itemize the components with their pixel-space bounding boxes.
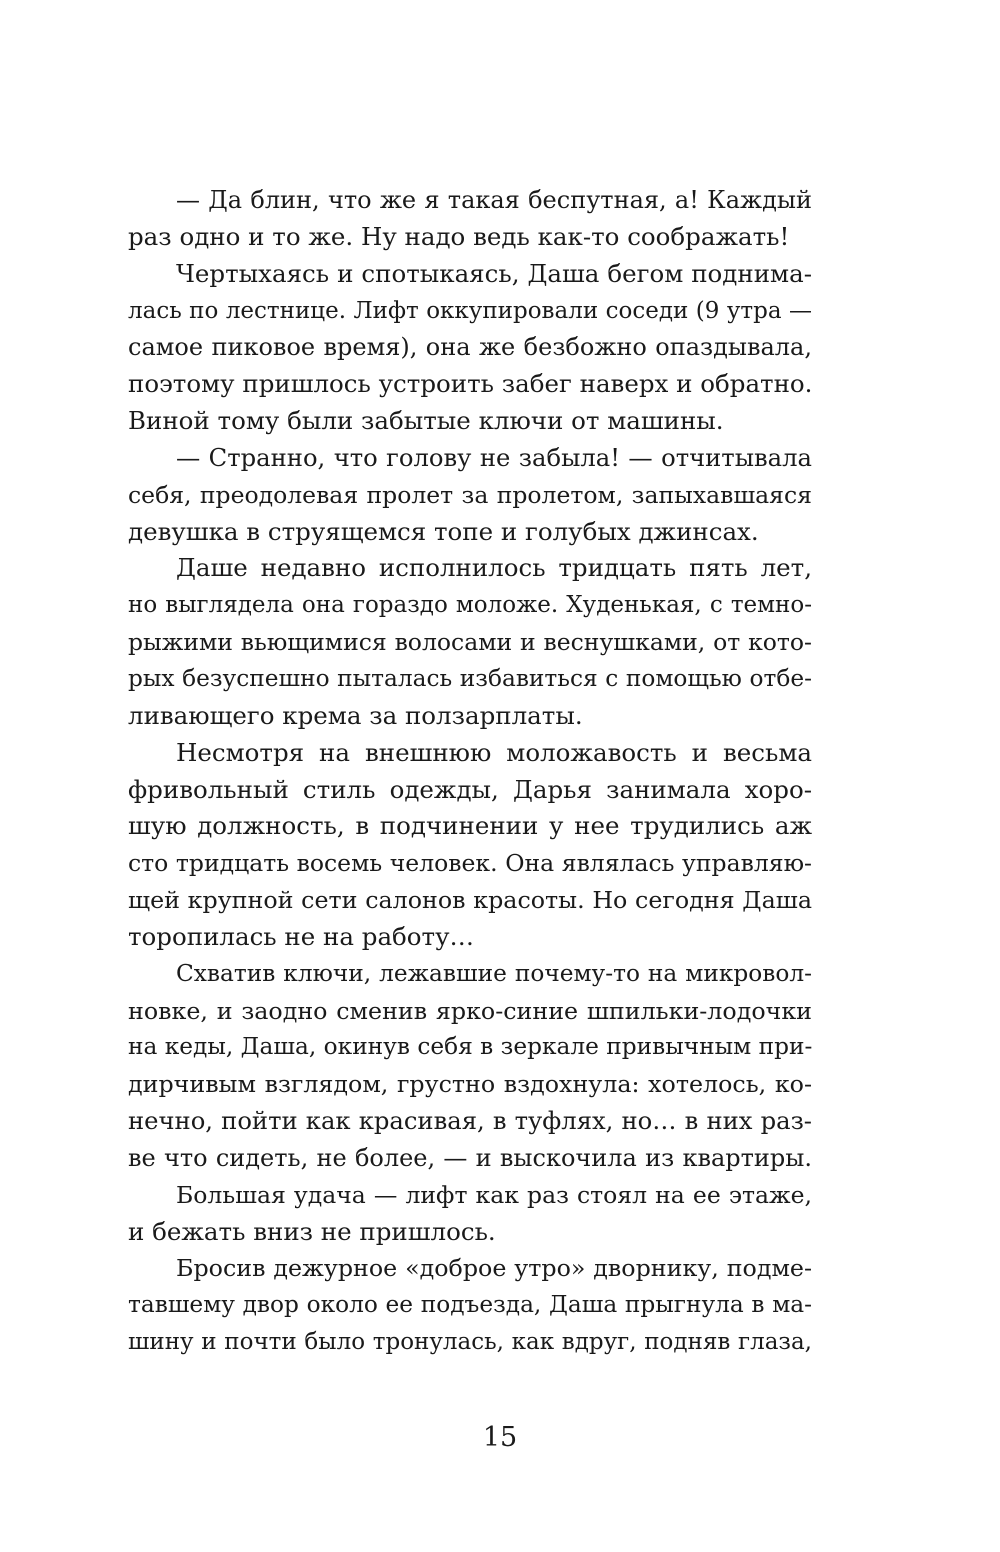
text-line: и бежать вниз не пришлось. — [128, 1216, 496, 1246]
text-line: девушка в струящемся топе и голубых джинсах. — [128, 516, 759, 546]
text-line: шую должность, в подчинении у нее трудились аж — [128, 811, 812, 841]
text-line: рыжими вьющимися волосами и веснушками, от кото- — [128, 628, 812, 657]
text-line: лась по лестнице. Лифт оккупировали соседи (9 утра — — [128, 297, 812, 324]
text-line: фривольный стиль одежды, Дарья занимала хоро- — [128, 774, 812, 804]
text-line: — Да блин, что же я такая беспутная, а! Каждый — [176, 186, 812, 214]
text-line: сто тридцать восемь человек. Она являлась управляю- — [128, 849, 812, 878]
text-line: Даше недавно исполнилось тридцать пять лет, — [176, 553, 812, 583]
page-number: 15 — [482, 1422, 518, 1453]
text-line: — Странно, что голову не забыла! — отчитывала — [176, 442, 812, 472]
text-line: тавшему двор около ее подъезда, Даша прыгнула в ма- — [128, 1291, 812, 1319]
text-line: Виной тому были забытые ключи от машины. — [128, 406, 724, 436]
text-line: Схватив ключи, лежавшие почему-то на микровол- — [176, 959, 812, 987]
text-line: поэтому пришлось устроить забег наверх и обратно. — [128, 369, 813, 399]
text-line: рых безуспешно пыталась избавиться с помощью отбе- — [128, 664, 812, 692]
text-line: новке, и заодно сменив ярко-синие шпильки-лодочки — [128, 996, 812, 1025]
text-line: Чертыхаясь и спотыкаясь, Даша бегом поднима- — [176, 258, 812, 288]
text-line: щей крупной сети салонов красоты. Но сегодня Даша — [128, 886, 812, 915]
text-line: Большая удача — лифт как раз стоял на ее этаже, — [176, 1180, 812, 1209]
text-line: нечно, пойти как красивая, в туфлях, но… в них раз- — [128, 1106, 812, 1136]
text-line: дирчивым взглядом, грустно вздохнула: хотелось, ко- — [128, 1070, 812, 1099]
text-line: самое пиковое время), она же безбожно опаздывала, — [128, 333, 812, 362]
text-line: себя, преодолевая пролет за пролетом, запыхавшаяся — [128, 480, 812, 509]
text-line: Бросив дежурное «доброе утро» дворнику, подме- — [176, 1254, 812, 1283]
text-line: ве что сидеть, не более, — и выскочила из квартиры. — [128, 1143, 812, 1172]
text-line: ливающего крема за ползарплаты. — [128, 700, 583, 730]
text-line: но выглядела она гораздо моложе. Худенькая, с темно- — [128, 592, 812, 619]
text-line: на кеды, Даша, окинув себя в зеркале привычным при- — [128, 1033, 813, 1061]
text-line: торопилась не на работу… — [128, 921, 475, 951]
text-line: шину и почти было тронулась, как вдруг, подняв глаза, — [128, 1329, 812, 1356]
text-line: Несмотря на внешнюю моложавость и весьма — [176, 737, 812, 767]
text-line: раз одно и то же. Ну надо ведь как-то соображать! — [128, 221, 790, 251]
body-text — [128, 182, 812, 1361]
